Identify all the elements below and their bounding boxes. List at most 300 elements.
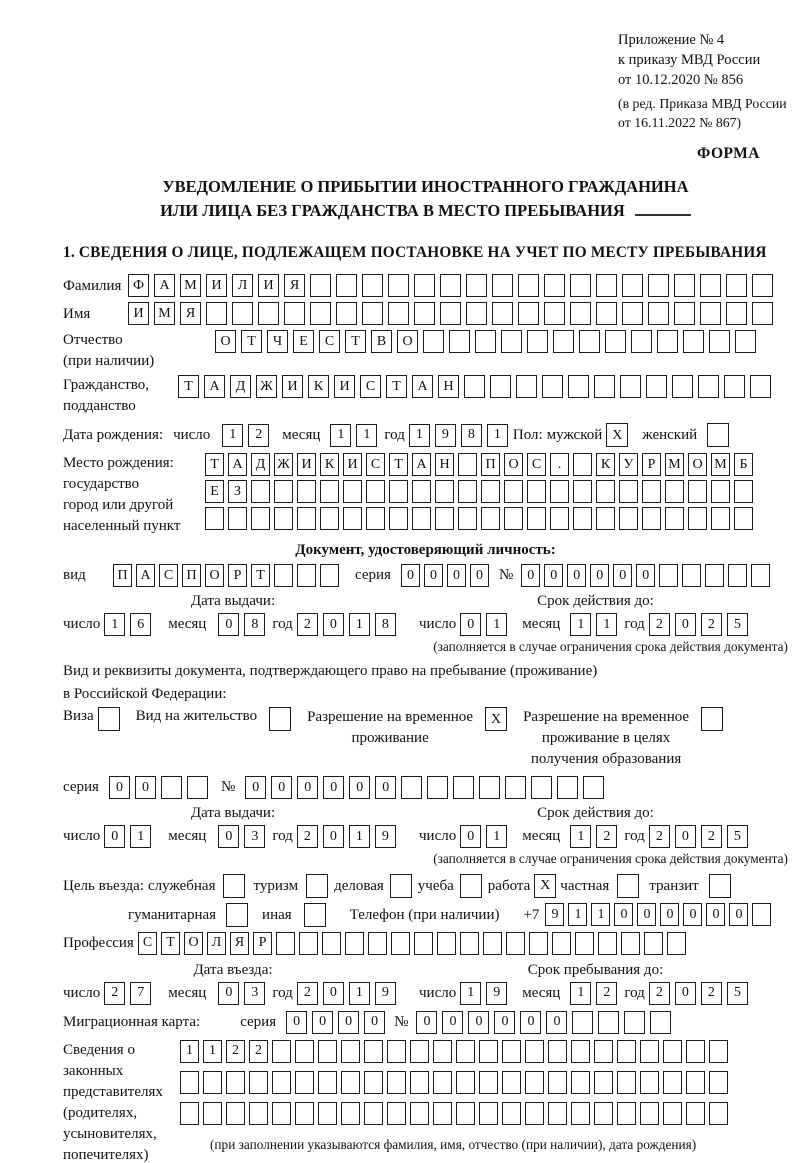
char-box[interactable] <box>318 1071 337 1094</box>
char-box[interactable]: 0 <box>442 1011 463 1034</box>
char-box[interactable] <box>617 1102 636 1125</box>
char-box[interactable]: 0 <box>416 1011 437 1034</box>
char-box[interactable] <box>410 1102 429 1125</box>
char-box[interactable] <box>274 564 293 587</box>
char-box[interactable] <box>410 1071 429 1094</box>
char-box[interactable]: 0 <box>675 613 696 636</box>
char-box[interactable] <box>318 1040 337 1063</box>
char-box[interactable]: П <box>182 564 201 587</box>
char-box[interactable] <box>427 776 448 799</box>
char-box[interactable] <box>310 274 331 297</box>
char-box[interactable]: О <box>397 330 418 353</box>
char-box[interactable] <box>414 274 435 297</box>
char-box[interactable]: 5 <box>727 613 748 636</box>
char-box[interactable] <box>570 302 591 325</box>
char-box[interactable] <box>573 453 592 476</box>
char-box[interactable]: 0 <box>349 776 370 799</box>
char-box[interactable] <box>481 507 500 530</box>
char-box[interactable]: 0 <box>546 1011 567 1034</box>
char-box[interactable] <box>686 1040 705 1063</box>
char-box[interactable] <box>490 375 511 398</box>
char-box[interactable] <box>700 274 721 297</box>
char-box[interactable] <box>453 776 474 799</box>
char-box[interactable] <box>249 1102 268 1125</box>
char-box[interactable] <box>728 564 747 587</box>
char-box[interactable] <box>440 302 461 325</box>
char-box[interactable] <box>320 564 339 587</box>
char-box[interactable] <box>688 507 707 530</box>
char-box[interactable]: И <box>282 375 303 398</box>
char-box[interactable] <box>272 1071 291 1094</box>
char-box[interactable]: 0 <box>271 776 292 799</box>
char-box[interactable] <box>504 480 523 503</box>
char-box[interactable]: 1 <box>349 825 370 848</box>
char-box[interactable] <box>391 932 410 955</box>
purpose-business-checkbox[interactable] <box>390 874 412 898</box>
char-box[interactable] <box>527 330 548 353</box>
char-box[interactable] <box>617 1071 636 1094</box>
char-box[interactable] <box>724 375 745 398</box>
char-box[interactable]: 5 <box>727 825 748 848</box>
purpose-humanitarian-checkbox[interactable] <box>226 903 248 927</box>
char-box[interactable]: 1 <box>130 825 151 848</box>
char-box[interactable] <box>414 302 435 325</box>
char-box[interactable] <box>518 302 539 325</box>
char-box[interactable]: 1 <box>460 982 481 1005</box>
char-box[interactable]: 0 <box>520 1011 541 1034</box>
char-box[interactable]: 1 <box>203 1040 222 1063</box>
char-box[interactable] <box>648 274 669 297</box>
char-box[interactable] <box>435 507 454 530</box>
char-box[interactable]: 0 <box>245 776 266 799</box>
char-box[interactable]: И <box>258 274 279 297</box>
char-box[interactable] <box>620 375 641 398</box>
char-box[interactable] <box>648 302 669 325</box>
char-box[interactable]: 0 <box>614 903 633 926</box>
char-box[interactable]: О <box>688 453 707 476</box>
char-box[interactable] <box>751 564 770 587</box>
char-box[interactable] <box>644 932 663 955</box>
char-box[interactable] <box>228 507 247 530</box>
char-box[interactable] <box>258 302 279 325</box>
char-box[interactable] <box>709 1040 728 1063</box>
char-box[interactable]: 1 <box>330 424 351 447</box>
char-box[interactable] <box>505 776 526 799</box>
char-box[interactable]: Ж <box>256 375 277 398</box>
char-box[interactable]: О <box>504 453 523 476</box>
char-box[interactable] <box>571 1102 590 1125</box>
char-box[interactable]: 6 <box>130 613 151 636</box>
char-box[interactable] <box>594 375 615 398</box>
char-box[interactable] <box>700 302 721 325</box>
char-box[interactable]: К <box>596 453 615 476</box>
char-box[interactable]: У <box>619 453 638 476</box>
char-box[interactable]: 1 <box>180 1040 199 1063</box>
char-box[interactable]: 0 <box>104 825 125 848</box>
char-box[interactable]: Т <box>178 375 199 398</box>
char-box[interactable]: 0 <box>218 825 239 848</box>
char-box[interactable] <box>458 480 477 503</box>
char-box[interactable] <box>622 302 643 325</box>
char-box[interactable]: 1 <box>486 613 507 636</box>
char-box[interactable] <box>709 1071 728 1094</box>
char-box[interactable] <box>752 302 773 325</box>
char-box[interactable]: 0 <box>323 776 344 799</box>
char-box[interactable]: Т <box>241 330 262 353</box>
char-box[interactable] <box>401 776 422 799</box>
char-box[interactable] <box>621 932 640 955</box>
char-box[interactable]: П <box>481 453 500 476</box>
char-box[interactable]: А <box>228 453 247 476</box>
char-box[interactable] <box>583 776 604 799</box>
temp-residence-edu-checkbox[interactable] <box>701 707 723 731</box>
char-box[interactable] <box>449 330 470 353</box>
char-box[interactable] <box>711 480 730 503</box>
char-box[interactable] <box>686 1071 705 1094</box>
char-box[interactable]: А <box>204 375 225 398</box>
char-box[interactable] <box>663 1040 682 1063</box>
char-box[interactable] <box>548 1071 567 1094</box>
purpose-private-checkbox[interactable] <box>617 874 639 898</box>
char-box[interactable]: 3 <box>244 982 265 1005</box>
char-box[interactable]: 2 <box>649 825 670 848</box>
visa-checkbox[interactable] <box>98 707 120 731</box>
char-box[interactable]: Т <box>389 453 408 476</box>
char-box[interactable] <box>343 480 362 503</box>
purpose-other-checkbox[interactable] <box>304 903 326 927</box>
char-box[interactable] <box>341 1102 360 1125</box>
char-box[interactable]: Т <box>345 330 366 353</box>
char-box[interactable] <box>433 1040 452 1063</box>
char-box[interactable]: 0 <box>218 613 239 636</box>
char-box[interactable] <box>550 480 569 503</box>
char-box[interactable]: 0 <box>521 564 540 587</box>
char-box[interactable] <box>387 1071 406 1094</box>
char-box[interactable] <box>573 507 592 530</box>
char-box[interactable] <box>663 1071 682 1094</box>
char-box[interactable]: 2 <box>649 613 670 636</box>
char-box[interactable]: Р <box>228 564 247 587</box>
char-box[interactable] <box>705 564 724 587</box>
char-box[interactable]: М <box>665 453 684 476</box>
char-box[interactable] <box>187 776 208 799</box>
char-box[interactable] <box>624 1011 645 1034</box>
char-box[interactable] <box>479 1040 498 1063</box>
char-box[interactable] <box>336 302 357 325</box>
char-box[interactable]: С <box>138 932 157 955</box>
char-box[interactable]: 1 <box>349 982 370 1005</box>
char-box[interactable]: 0 <box>637 903 656 926</box>
char-box[interactable] <box>596 302 617 325</box>
char-box[interactable]: О <box>205 564 224 587</box>
char-box[interactable]: Я <box>230 932 249 955</box>
char-box[interactable]: 9 <box>486 982 507 1005</box>
char-box[interactable] <box>366 507 385 530</box>
char-box[interactable] <box>226 1071 245 1094</box>
char-box[interactable] <box>502 1102 521 1125</box>
char-box[interactable] <box>310 302 331 325</box>
char-box[interactable] <box>726 274 747 297</box>
char-box[interactable] <box>458 453 477 476</box>
char-box[interactable] <box>368 932 387 955</box>
char-box[interactable]: 2 <box>701 613 722 636</box>
char-box[interactable] <box>734 480 753 503</box>
char-box[interactable] <box>667 932 686 955</box>
char-box[interactable] <box>295 1102 314 1125</box>
char-box[interactable] <box>284 302 305 325</box>
char-box[interactable] <box>570 274 591 297</box>
char-box[interactable]: А <box>412 453 431 476</box>
char-box[interactable] <box>594 1071 613 1094</box>
char-box[interactable]: 9 <box>375 825 396 848</box>
char-box[interactable] <box>672 375 693 398</box>
char-box[interactable] <box>518 274 539 297</box>
char-box[interactable] <box>483 932 502 955</box>
char-box[interactable]: 2 <box>297 982 318 1005</box>
char-box[interactable]: 2 <box>701 825 722 848</box>
char-box[interactable]: 9 <box>545 903 564 926</box>
char-box[interactable] <box>274 480 293 503</box>
char-box[interactable]: Н <box>435 453 454 476</box>
char-box[interactable] <box>501 330 522 353</box>
char-box[interactable] <box>548 1040 567 1063</box>
char-box[interactable] <box>440 274 461 297</box>
purpose-work-checkbox[interactable]: X <box>534 874 556 898</box>
char-box[interactable] <box>388 302 409 325</box>
char-box[interactable] <box>752 903 771 926</box>
char-box[interactable] <box>479 776 500 799</box>
char-box[interactable]: 0 <box>706 903 725 926</box>
char-box[interactable] <box>525 1040 544 1063</box>
char-box[interactable] <box>596 274 617 297</box>
char-box[interactable] <box>571 1071 590 1094</box>
char-box[interactable]: С <box>366 453 385 476</box>
char-box[interactable] <box>665 480 684 503</box>
char-box[interactable]: И <box>206 274 227 297</box>
char-box[interactable]: 8 <box>461 424 482 447</box>
char-box[interactable] <box>619 507 638 530</box>
sex-male-checkbox[interactable]: X <box>606 423 628 447</box>
char-box[interactable] <box>617 1040 636 1063</box>
char-box[interactable]: 2 <box>248 424 269 447</box>
char-box[interactable] <box>433 1102 452 1125</box>
char-box[interactable] <box>619 480 638 503</box>
char-box[interactable] <box>466 302 487 325</box>
char-box[interactable] <box>389 480 408 503</box>
char-box[interactable] <box>683 330 704 353</box>
char-box[interactable] <box>205 507 224 530</box>
char-box[interactable] <box>345 932 364 955</box>
char-box[interactable] <box>686 1102 705 1125</box>
char-box[interactable] <box>665 507 684 530</box>
char-box[interactable] <box>456 1102 475 1125</box>
char-box[interactable] <box>525 1102 544 1125</box>
char-box[interactable] <box>297 564 316 587</box>
residence-permit-checkbox[interactable] <box>269 707 291 731</box>
char-box[interactable] <box>596 507 615 530</box>
char-box[interactable] <box>682 564 701 587</box>
char-box[interactable]: Я <box>180 302 201 325</box>
char-box[interactable] <box>460 932 479 955</box>
char-box[interactable] <box>343 507 362 530</box>
char-box[interactable]: М <box>180 274 201 297</box>
char-box[interactable]: 0 <box>364 1011 385 1034</box>
char-box[interactable]: 2 <box>297 613 318 636</box>
char-box[interactable] <box>734 507 753 530</box>
char-box[interactable] <box>527 507 546 530</box>
char-box[interactable]: 0 <box>135 776 156 799</box>
char-box[interactable] <box>663 1102 682 1125</box>
char-box[interactable] <box>320 507 339 530</box>
char-box[interactable] <box>552 932 571 955</box>
char-box[interactable] <box>711 507 730 530</box>
char-box[interactable]: И <box>334 375 355 398</box>
char-box[interactable]: А <box>154 274 175 297</box>
char-box[interactable] <box>642 480 661 503</box>
char-box[interactable] <box>341 1071 360 1094</box>
char-box[interactable]: 2 <box>596 982 617 1005</box>
char-box[interactable]: А <box>136 564 155 587</box>
char-box[interactable]: Д <box>251 453 270 476</box>
char-box[interactable]: П <box>113 564 132 587</box>
char-box[interactable]: А <box>412 375 433 398</box>
char-box[interactable] <box>161 776 182 799</box>
char-box[interactable] <box>364 1071 383 1094</box>
char-box[interactable]: 0 <box>447 564 466 587</box>
char-box[interactable]: Т <box>161 932 180 955</box>
char-box[interactable]: 0 <box>323 982 344 1005</box>
char-box[interactable] <box>571 1040 590 1063</box>
char-box[interactable] <box>366 480 385 503</box>
char-box[interactable] <box>674 274 695 297</box>
char-box[interactable] <box>318 1102 337 1125</box>
char-box[interactable]: 0 <box>613 564 632 587</box>
char-box[interactable] <box>492 274 513 297</box>
char-box[interactable] <box>320 480 339 503</box>
char-box[interactable]: 2 <box>226 1040 245 1063</box>
char-box[interactable]: 0 <box>218 982 239 1005</box>
char-box[interactable]: Ч <box>267 330 288 353</box>
char-box[interactable] <box>388 274 409 297</box>
char-box[interactable] <box>479 1102 498 1125</box>
char-box[interactable]: 0 <box>683 903 702 926</box>
char-box[interactable] <box>412 507 431 530</box>
char-box[interactable]: 1 <box>568 903 587 926</box>
char-box[interactable]: Т <box>251 564 270 587</box>
char-box[interactable]: 0 <box>636 564 655 587</box>
char-box[interactable]: 1 <box>570 825 591 848</box>
char-box[interactable] <box>414 932 433 955</box>
temp-residence-checkbox[interactable]: X <box>485 707 507 731</box>
char-box[interactable]: 0 <box>460 825 481 848</box>
char-box[interactable] <box>726 302 747 325</box>
char-box[interactable] <box>598 1011 619 1034</box>
char-box[interactable] <box>412 480 431 503</box>
char-box[interactable]: 7 <box>130 982 151 1005</box>
char-box[interactable] <box>180 1102 199 1125</box>
char-box[interactable] <box>226 1102 245 1125</box>
char-box[interactable] <box>433 1071 452 1094</box>
char-box[interactable] <box>322 932 341 955</box>
char-box[interactable] <box>709 330 730 353</box>
char-box[interactable] <box>750 375 771 398</box>
char-box[interactable]: Е <box>205 480 224 503</box>
char-box[interactable] <box>362 274 383 297</box>
char-box[interactable]: 0 <box>544 564 563 587</box>
char-box[interactable]: 1 <box>486 825 507 848</box>
char-box[interactable] <box>502 1071 521 1094</box>
char-box[interactable]: С <box>319 330 340 353</box>
char-box[interactable]: 0 <box>675 982 696 1005</box>
char-box[interactable]: О <box>184 932 203 955</box>
char-box[interactable]: 2 <box>649 982 670 1005</box>
char-box[interactable] <box>475 330 496 353</box>
char-box[interactable] <box>502 1040 521 1063</box>
char-box[interactable] <box>297 507 316 530</box>
char-box[interactable]: 1 <box>570 613 591 636</box>
char-box[interactable] <box>573 480 592 503</box>
char-box[interactable] <box>709 1102 728 1125</box>
char-box[interactable]: 2 <box>104 982 125 1005</box>
char-box[interactable]: 0 <box>468 1011 489 1034</box>
char-box[interactable]: И <box>343 453 362 476</box>
char-box[interactable] <box>605 330 626 353</box>
char-box[interactable]: И <box>297 453 316 476</box>
char-box[interactable] <box>659 564 678 587</box>
char-box[interactable] <box>458 507 477 530</box>
char-box[interactable]: 3 <box>244 825 265 848</box>
char-box[interactable] <box>572 1011 593 1034</box>
char-box[interactable] <box>251 480 270 503</box>
char-box[interactable]: Н <box>438 375 459 398</box>
char-box[interactable] <box>516 375 537 398</box>
char-box[interactable]: 1 <box>487 424 508 447</box>
char-box[interactable]: 0 <box>286 1011 307 1034</box>
char-box[interactable]: 9 <box>435 424 456 447</box>
char-box[interactable] <box>568 375 589 398</box>
char-box[interactable] <box>364 1040 383 1063</box>
char-box[interactable] <box>232 302 253 325</box>
char-box[interactable] <box>698 375 719 398</box>
char-box[interactable]: 0 <box>297 776 318 799</box>
char-box[interactable]: 0 <box>109 776 130 799</box>
char-box[interactable] <box>206 302 227 325</box>
char-box[interactable] <box>752 274 773 297</box>
char-box[interactable]: К <box>308 375 329 398</box>
char-box[interactable] <box>579 330 600 353</box>
char-box[interactable]: В <box>371 330 392 353</box>
char-box[interactable]: 0 <box>401 564 420 587</box>
char-box[interactable]: С <box>159 564 178 587</box>
char-box[interactable] <box>464 375 485 398</box>
char-box[interactable] <box>341 1040 360 1063</box>
char-box[interactable] <box>542 375 563 398</box>
char-box[interactable] <box>596 480 615 503</box>
char-box[interactable]: З <box>228 480 247 503</box>
char-box[interactable] <box>336 274 357 297</box>
char-box[interactable]: Ж <box>274 453 293 476</box>
char-box[interactable] <box>544 274 565 297</box>
char-box[interactable]: 1 <box>570 982 591 1005</box>
char-box[interactable]: 2 <box>596 825 617 848</box>
char-box[interactable]: 1 <box>596 613 617 636</box>
char-box[interactable]: 0 <box>660 903 679 926</box>
char-box[interactable] <box>631 330 652 353</box>
char-box[interactable]: Д <box>230 375 251 398</box>
char-box[interactable]: 1 <box>104 613 125 636</box>
char-box[interactable] <box>640 1071 659 1094</box>
char-box[interactable] <box>481 480 500 503</box>
